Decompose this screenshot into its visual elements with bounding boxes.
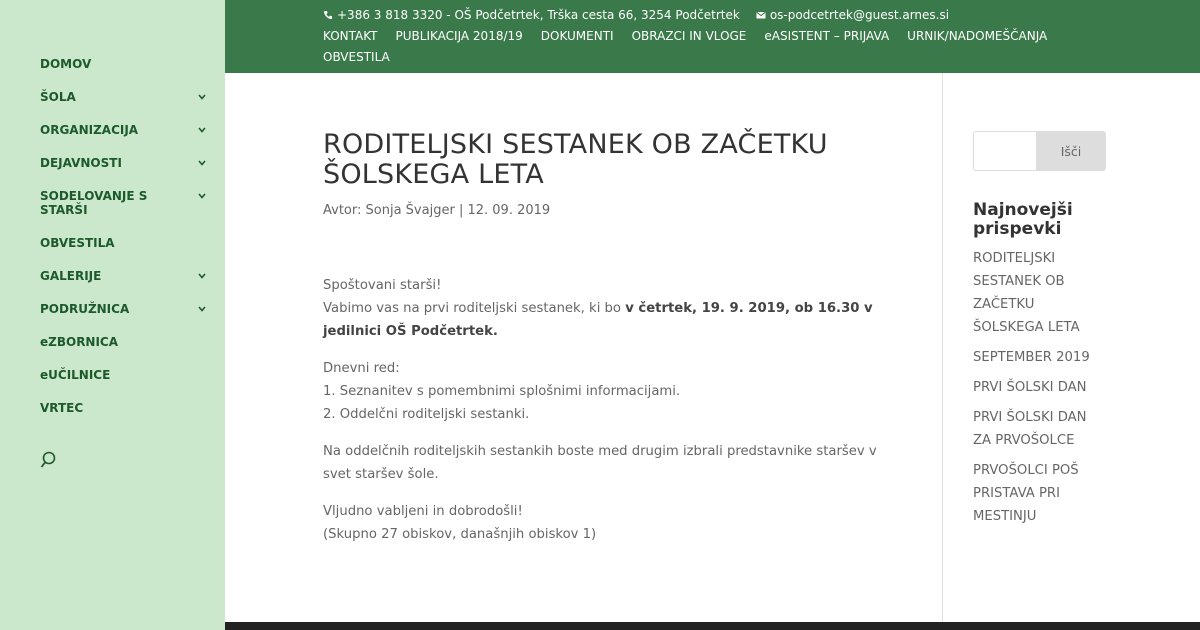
chevron-down-icon[interactable] <box>197 304 207 314</box>
phone-icon <box>323 10 333 20</box>
chevron-down-icon[interactable] <box>197 125 207 135</box>
nav-item-label: SODELOVANJE S STARŠI <box>40 189 148 217</box>
post-date: 12. 09. 2019 <box>467 203 551 218</box>
nav-item-ezbornica[interactable] <box>40 331 210 364</box>
email-text: os-podcetrtek@guest.arnes.si <box>769 8 950 22</box>
email-info[interactable] <box>756 8 949 22</box>
widget-sidebar <box>973 131 1107 535</box>
post-content <box>323 130 903 560</box>
post-meta <box>323 202 903 220</box>
chevron-down-icon[interactable] <box>197 271 207 281</box>
main-nav <box>40 53 210 430</box>
recent-post-link[interactable]: RODITELJSKI SESTANEK OB ZAČETKU ŠOLSKEGA LETA <box>973 251 1080 335</box>
author-prefix: Avtor: <box>323 203 362 218</box>
phone-text: +386 3 818 3320 - OŠ Podčetrtek, Trška cesta 66, 3254 Podčetrtek <box>337 8 740 22</box>
closing-paragraph <box>323 500 903 546</box>
chevron-down-icon[interactable] <box>197 92 207 102</box>
invite-bold: v četrtek, 19. 9. 2019, ob 16.30 v jedilnici OŠ Podčetrtek. <box>323 301 873 339</box>
contact-info <box>323 8 949 22</box>
footer-bar <box>225 622 1200 630</box>
recent-post-link[interactable]: PRVOŠOLCI POŠ PRISTAVA PRI MESTINJU <box>973 463 1079 524</box>
agenda-item: 1. Seznanitev s pomembnimi splošnimi informacijami. <box>323 384 681 399</box>
author-link[interactable]: Sonja Švajger <box>365 203 455 218</box>
topnav-dokumenti[interactable]: DOKUMENTI <box>540 29 614 43</box>
list-item <box>973 376 1107 399</box>
nav-item-label: DEJAVNOSTI <box>40 156 122 170</box>
recent-posts-title: Najnovejši prispevki <box>973 200 1073 239</box>
info-paragraph: Na oddelčnih roditeljskih sestankih boste med drugim izbrali predstavnike staršev v svet staršev šole. <box>323 444 877 482</box>
widget-search <box>973 131 1107 171</box>
list-item <box>973 406 1107 452</box>
invite-text: Vabimo vas na prvi roditeljski sestanek, ki bo <box>323 301 621 316</box>
post-body <box>323 274 903 546</box>
nav-item-label: GALERIJE <box>40 269 102 283</box>
topnav-easistent[interactable]: eASISTENT – PRIJAVA <box>764 29 890 43</box>
visit-counter: (Skupno 27 obiskov, današnjih obiskov 1) <box>323 527 597 542</box>
agenda-item: 2. Oddelčni roditeljski sestanki. <box>323 407 530 422</box>
left-sidebar <box>0 0 225 630</box>
nav-item-sodelovanje[interactable] <box>40 185 210 232</box>
nav-item-podruznica[interactable] <box>40 298 210 331</box>
closing-text: Vljudno vabljeni in dobrodošli! <box>323 504 523 519</box>
phone-info <box>323 8 740 22</box>
meta-separator: | <box>458 203 464 218</box>
chevron-down-icon[interactable] <box>197 191 207 201</box>
envelope-icon <box>756 10 766 20</box>
recent-post-link[interactable]: SEPTEMBER 2019 <box>973 350 1090 365</box>
top-nav <box>323 29 1083 65</box>
topnav-kontakt[interactable]: KONTAKT <box>323 29 378 43</box>
nav-item-label: OBVESTILA <box>40 236 115 250</box>
nav-item-label: eUČILNICE <box>40 368 111 382</box>
nav-item-domov[interactable] <box>40 53 210 86</box>
greeting: Spoštovani starši! <box>323 278 442 293</box>
recent-posts-list <box>973 247 1107 528</box>
nav-item-label: PODRUŽNICA <box>40 302 130 316</box>
list-item <box>973 247 1107 339</box>
nav-item-label: ORGANIZACIJA <box>40 123 139 137</box>
nav-item-label: ŠOLA <box>40 90 76 104</box>
nav-item-galerije[interactable] <box>40 265 210 298</box>
topnav-urnik[interactable]: URNIK/NADOMEŠČANJA <box>907 29 1048 43</box>
topnav-obrazci[interactable]: OBRAZCI IN VLOGE <box>631 29 747 43</box>
nav-item-obvestila[interactable] <box>40 232 210 265</box>
nav-item-eucilnice[interactable] <box>40 364 210 397</box>
nav-item-dejavnosti[interactable] <box>40 152 210 185</box>
search-icon[interactable] <box>40 450 60 470</box>
agenda-paragraph <box>323 357 903 426</box>
agenda-title: Dnevni red: <box>323 361 400 376</box>
nav-item-label: DOMOV <box>40 57 92 71</box>
recent-post-link[interactable]: PRVI ŠOLSKI DAN <box>973 380 1087 395</box>
search-input[interactable] <box>973 131 1036 171</box>
page-title: RODITELJSKI SESTANEK OB ZAČETKU ŠOLSKEGA LETA <box>323 129 828 190</box>
nav-item-label: VRTEC <box>40 401 84 415</box>
search-button[interactable]: Išči <box>1036 131 1106 171</box>
topnav-publikacija[interactable]: PUBLIKACIJA 2018/19 <box>395 29 523 43</box>
recent-post-link[interactable]: PRVI ŠOLSKI DAN ZA PRVOŠOLCE <box>973 410 1087 448</box>
sidebar-divider <box>942 73 943 622</box>
list-item <box>973 459 1107 528</box>
invite-paragraph <box>323 274 903 343</box>
nav-item-vrtec[interactable] <box>40 397 210 430</box>
chevron-down-icon[interactable] <box>197 158 207 168</box>
list-item <box>973 346 1107 369</box>
nav-item-sola[interactable] <box>40 86 210 119</box>
nav-item-organizacija[interactable] <box>40 119 210 152</box>
nav-item-label: eZBORNICA <box>40 335 119 349</box>
top-header <box>225 0 1200 73</box>
topnav-obvestila[interactable]: OBVESTILA <box>323 50 390 64</box>
